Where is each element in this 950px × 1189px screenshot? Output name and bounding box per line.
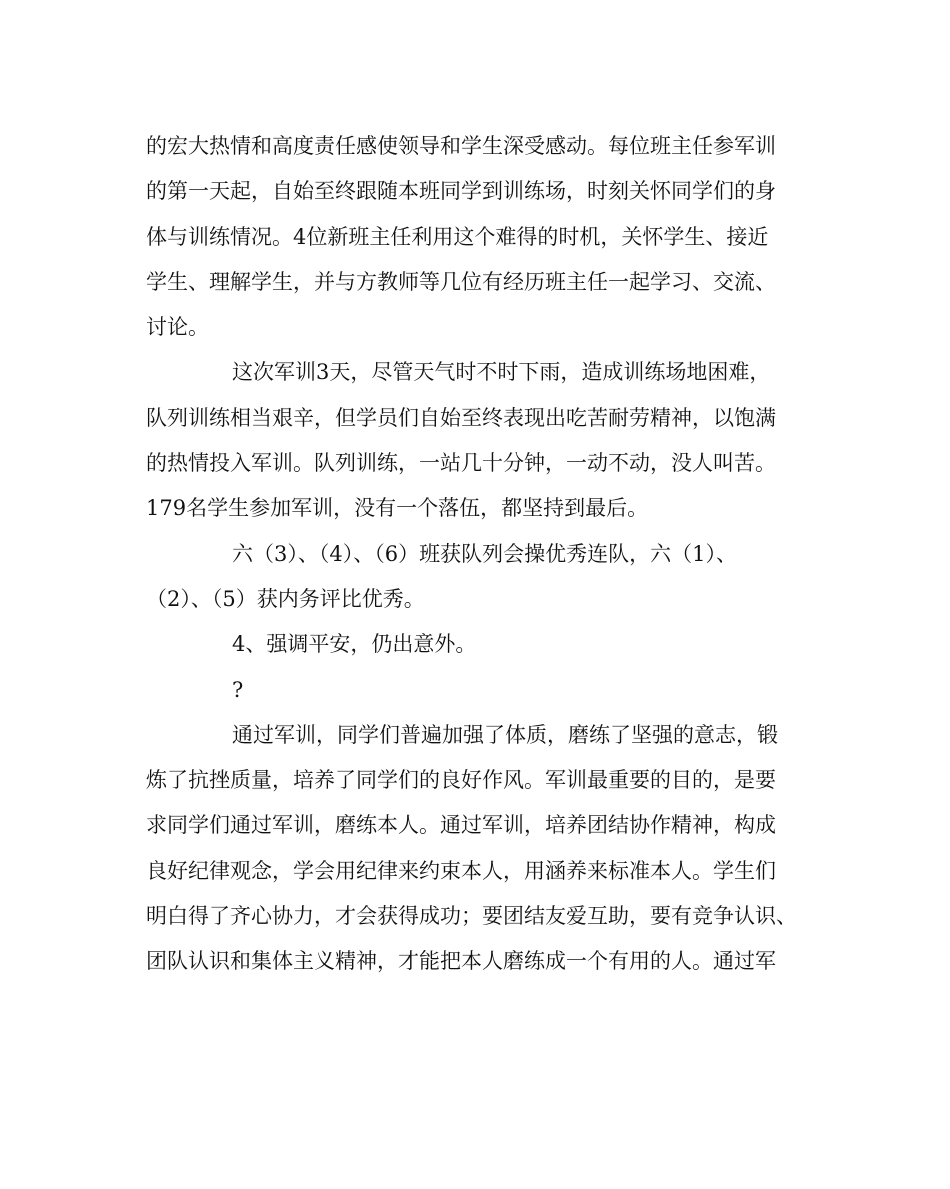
text-line: 团队认识和集体主义精神，才能把本人磨练成一个有用的人。通过军 xyxy=(146,949,776,974)
paragraph-first-line: 通过军训，同学们普遍加强了体质，磨练了坚强的意志，锻 xyxy=(232,722,778,747)
text-line: （2）、（5）获内务评比优秀。 xyxy=(146,586,425,611)
text-line: 讨论。 xyxy=(146,315,209,340)
text-line: 队列训练相当艰辛，但学员们自始至终表现出吃苦耐劳精神，以饱满 xyxy=(146,405,776,430)
placeholder-mark: ? xyxy=(232,677,244,702)
paragraph-first-line: 六（3）、（4）、（6）班获队列会操优秀连队，六（1）、 xyxy=(232,541,737,566)
text-line: 炼了抗挫质量，培养了同学们的良好作风。军训最重要的目的，是要 xyxy=(146,768,776,793)
text-line: 明白得了齐心协力，才会获得成功；要团结友爱互助，要有竞争认识、 xyxy=(146,904,797,929)
text-line: 学生、理解学生，并与方教师等几位有经历班主任一起学习、交流、 xyxy=(146,269,776,294)
text-line: 的第一天起，自始至终跟随本班同学到训练场，时刻关怀同学们的身 xyxy=(146,179,776,204)
text-line: 良好纪律观念，学会用纪律来约束本人，用涵养来标准本人。学生们 xyxy=(146,858,776,883)
section-heading: 4、强调平安，仍出意外。 xyxy=(232,632,477,657)
document-body xyxy=(146,124,812,985)
paragraph-first-line: 这次军训3天，尽管天气时不时下雨，造成训练场地困难， xyxy=(232,360,771,385)
text-line: 体与训练情况。4位新班主任利用这个难得的时机，关怀学生、接近 xyxy=(146,224,769,249)
text-line: 的热情投入军训。队列训练，一站几十分钟，一动不动，没人叫苦。 xyxy=(146,451,776,476)
text-line: 的宏大热情和高度责任感使领导和学生深受感动。每位班主任参军训 xyxy=(146,134,776,158)
text-line: 179名学生参加军训，没有一个落伍，都坚持到最后。 xyxy=(146,496,649,521)
text-line: 求同学们通过军训，磨练本人。通过军训，培养团结协作精神，构成 xyxy=(146,813,776,838)
